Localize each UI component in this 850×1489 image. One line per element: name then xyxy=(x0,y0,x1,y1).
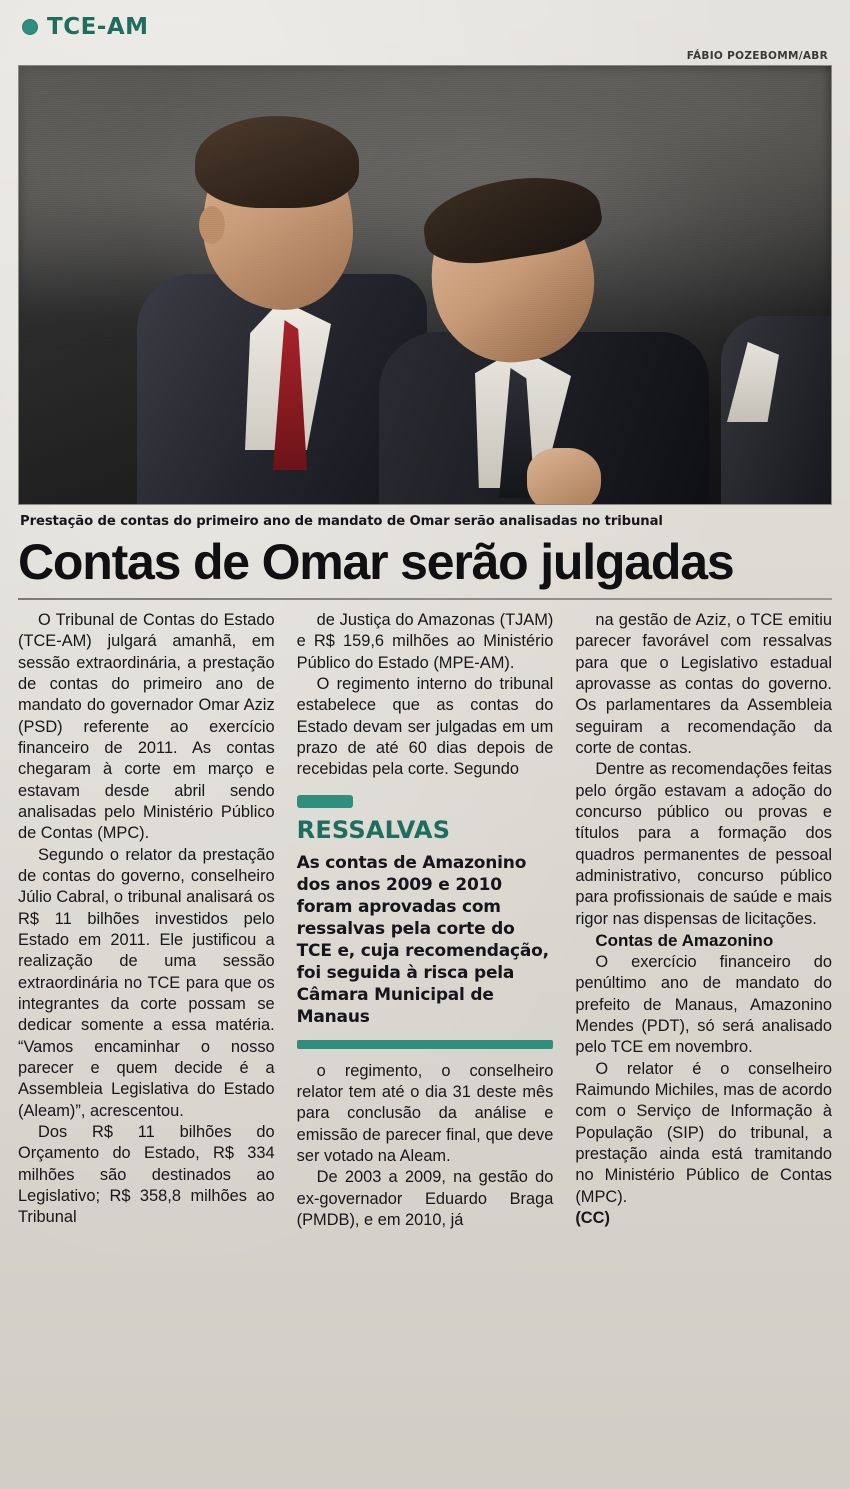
box-text: As contas de Amazonino dos anos 2009 e 2010 foram aprovadas com ressalvas pela corte do TCE e, cuja recomendação, foi seguida à risca pela Câmara Municipal de Manaus xyxy=(296,852,549,1028)
box-title: RESSALVAS xyxy=(296,815,451,844)
subheading: Contas de Amazonino xyxy=(595,930,774,950)
headline-divider xyxy=(18,598,832,600)
article-column-2 xyxy=(297,610,554,1231)
headline: Contas de Omar serão julgadas xyxy=(18,534,734,590)
section-label: TCE-AM xyxy=(47,14,149,40)
paragraph: O exercício financeiro do penúltimo ano de mandato do prefeito de Manaus, Amazonino Mendes (PDT), só será analisado pelo TCE em novembro. xyxy=(575,953,832,1057)
article-column-3 xyxy=(575,610,832,1231)
paragraph: Segundo o relator da prestação de contas do governo, conselheiro Júlio Cabral, o tribunal analisará os R$ 11 bilhões investidos pelo Estado em 2011. Ele justificou a realização de uma sessão extraordinária no TCE para que os integrantes da corte possam se dedicar somente a essa matéria. “Vamos encaminhar o nosso parecer e quem decide é a Assembleia Legislativa do Estado (Aleam)”, acrescentou. xyxy=(18,845,275,1120)
bullet-icon xyxy=(22,19,38,35)
sidebar-box-ressalvas xyxy=(297,795,554,1049)
paragraph: na gestão de Aziz, o TCE emitiu parecer favorável com ressalvas para que o Legislativo estadual aprovasse as contas do governo. Os parlamentares da Assembleia seguiram a recomendação da corte de contas. xyxy=(575,611,832,757)
paragraph: Dentre as recomendações feitas pelo órgão estavam a adoção do concurso público ou provas e títulos para a formação dos quadros permanentes de pessoal administrativo, concurso público para profissionais de saúde e mais rigor nas dispensas de licitações. xyxy=(575,760,832,928)
article-body xyxy=(18,610,832,1231)
article-column-1 xyxy=(18,610,275,1231)
article-photo xyxy=(18,65,832,505)
paragraph: O Tribunal de Contas do Estado (TCE-AM) julgará amanhã, em sessão extraordinária, a prestação de contas do primeiro ano de mandato do governador Omar Aziz (PSD) referente ao exercício financeiro de 2011. As contas chegaram à corte em março e estavam desde abril sendo analisadas pelo Ministério Público de Contas (MPC). xyxy=(18,611,275,843)
box-bottom-bar xyxy=(297,1040,554,1049)
byline-initials: (CC) xyxy=(575,1208,610,1227)
paragraph: De 2003 a 2009, na gestão do ex-governador Eduardo Braga (PMDB), e em 2010, já xyxy=(296,1168,554,1229)
paragraph: o regimento, o conselheiro relator tem até o dia 31 deste mês para conclusão da análise e emissão de parecer final, que deve ser votado na Aleam. xyxy=(296,1061,554,1165)
photo-grain-overlay xyxy=(19,66,831,504)
photo-canvas xyxy=(19,66,831,504)
section-tag xyxy=(18,14,832,40)
paragraph: Dos R$ 11 bilhões do Orçamento do Estado, R$ 334 milhões são destinados ao Legislativo; R$ 358,8 milhões ao Tribunal xyxy=(18,1122,275,1227)
photo-credit: FÁBIO POZEBOMM/ABR xyxy=(686,50,828,62)
box-top-bar xyxy=(297,795,353,808)
paragraph: O relator é o conselheiro Raimundo Michiles, mas de acordo com o Serviço de Informação à População (SIP) do tribunal, a prestação ainda está tramitando no Ministério Público de Contas (MPC). xyxy=(575,1059,832,1206)
photo-caption: Prestação de contas do primeiro ano de mandato de Omar serão analisadas no tribunal xyxy=(20,514,663,529)
paragraph: O regimento interno do tribunal estabelece que as contas do Estado devam ser julgadas em um prazo de até 60 dias depois de recebidas pela corte. Segundo xyxy=(296,674,554,779)
paragraph: de Justiça do Amazonas (TJAM) e R$ 159,6 milhões ao Ministério Público do Estado (MPE-AM). xyxy=(296,611,554,672)
